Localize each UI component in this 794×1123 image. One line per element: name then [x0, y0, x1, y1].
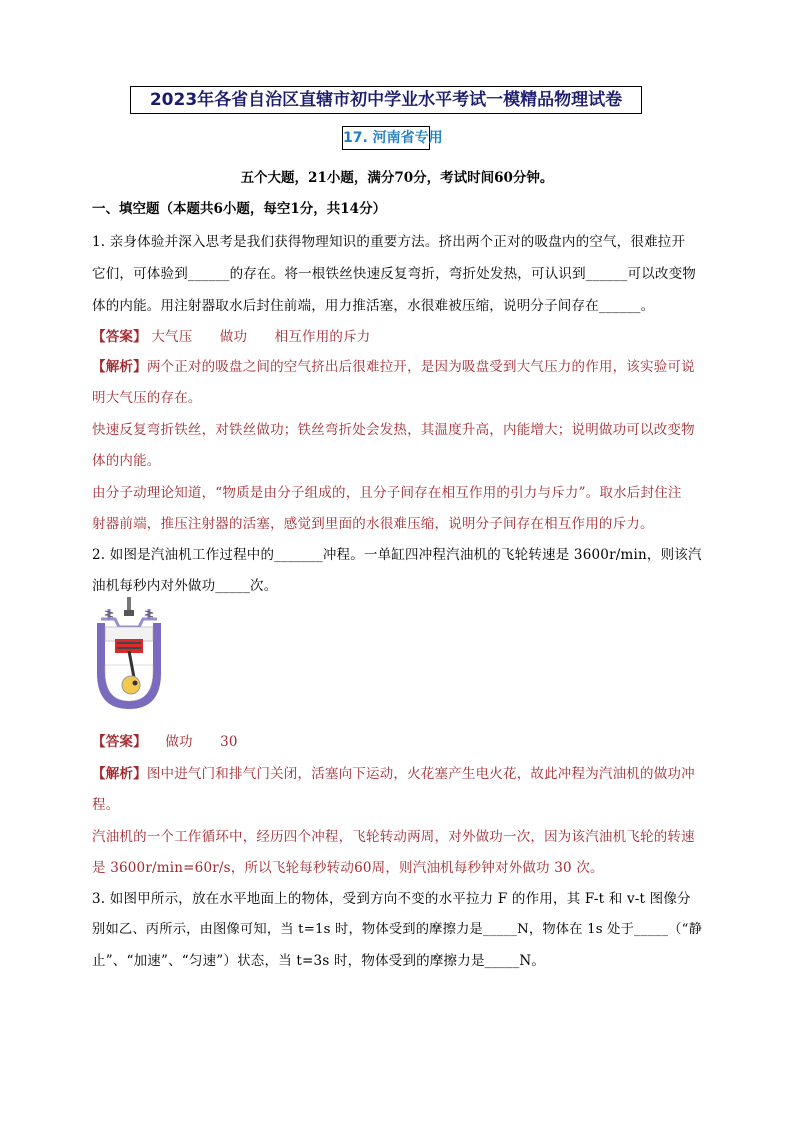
q3-line-2: 别如乙、丙所示，由图像可知，当 t=1s 时，物体受到的摩擦力是_____N，物体在 1s 处于_____（“静 — [92, 922, 703, 937]
answer-text: 大气压 做功 相互作用的斥力 — [151, 329, 371, 345]
q1-analysis-3: 快速反复弯折铁丝，对铁丝做功；铁丝弯折处会发热，其温度升高，内能增大；说明做功可以改变物 — [92, 422, 695, 438]
q1-analysis-1 — [92, 355, 704, 375]
analysis-label: 【解析】 — [92, 359, 147, 375]
engine-diagram — [95, 597, 163, 709]
piston-icon — [115, 639, 143, 653]
q2-answer — [92, 730, 704, 750]
q1-answer — [92, 325, 704, 345]
q1-analysis-6: 射器前端，推压注射器的活塞，感觉到里面的水很难压缩，说明分子间存在相互作用的斥力。 — [92, 516, 654, 532]
q1-line-3: 体的内能。用注射器取水后封住前端，用力推活塞，水很难被压缩，说明分子间存在______。 — [92, 298, 655, 314]
q1-line-2: 它们，可体验到______的存在。将一根铁丝快速反复弯折，弯折处发热，可认识到______可以改变物 — [92, 266, 696, 282]
exam-subtitle: 17. 河南省专用 — [342, 126, 430, 150]
analysis-text: 两个正对的吸盘之间的空气挤出后很难拉开，是因为吸盘受到大气压力的作用，该实验可说 — [146, 359, 695, 375]
answer-label: 【答案】 — [92, 329, 147, 345]
flywheel-icon — [122, 676, 140, 694]
q2-line-2: 油机每秒内对外做功_____次。 — [92, 578, 278, 594]
q2-analysis-2: 程。 — [92, 797, 120, 813]
answer-label: 【答案】 — [92, 734, 147, 750]
q2-analysis-3: 汽油机的一个工作循环中，经历四个冲程，飞轮转动两周，对外做功一次，因为该汽油机飞轮的转速 — [92, 829, 695, 845]
q1-analysis-5: 由分子动理论知道，“物质是由分子组成的，且分子间存在相互作用的引力与斥力”。取水后封住注 — [92, 485, 682, 501]
q1-analysis-4: 体的内能。 — [92, 453, 161, 469]
q3-line-3: 止”、“加速”、“匀速”）状态，当 t=3s 时，物体受到的摩擦力是_____N。 — [92, 953, 546, 969]
analysis-text: 图中进气门和排气门关闭，活塞向下运动，火花塞产生电火花，故此冲程为汽油机的做功冲 — [146, 766, 695, 782]
q2-line-1: 2. 如图是汽油机工作过程中的_______冲程。一单缸四冲程汽油机的飞轮转速是 3600r/min，则该汽 — [92, 547, 702, 563]
exam-intro: 五个大题，21小题，满分70分，考试时间60分钟。 — [240, 170, 554, 186]
analysis-label: 【解析】 — [92, 766, 147, 782]
section-heading: 一、填空题（本题共6小题，每空1分，共14分） — [92, 201, 387, 217]
spark-plug-icon — [127, 597, 131, 611]
q2-analysis-1 — [92, 762, 704, 782]
q3-line-1: 3. 如图甲所示，放在水平地面上的物体，受到方向不变的水平拉力 F 的作用，其 F-t 和 v-t 图像分 — [92, 891, 691, 907]
answer-text: 做功 30 — [165, 734, 238, 750]
q1-analysis-2: 明大气压的存在。 — [92, 390, 202, 406]
q1-line-1: 1. 亲身体验并深入思考是我们获得物理知识的重要方法。挤出两个正对的吸盘内的空气，很难拉开 — [92, 234, 686, 250]
q2-analysis-4: 是 3600r/min=60r/s，所以飞轮每秒转动60周，则汽油机每秒钟对外做功 30 次。 — [92, 860, 604, 876]
exam-title: 2023年各省自治区直辖市初中学业水平考试一模精品物理试卷 — [130, 86, 642, 114]
